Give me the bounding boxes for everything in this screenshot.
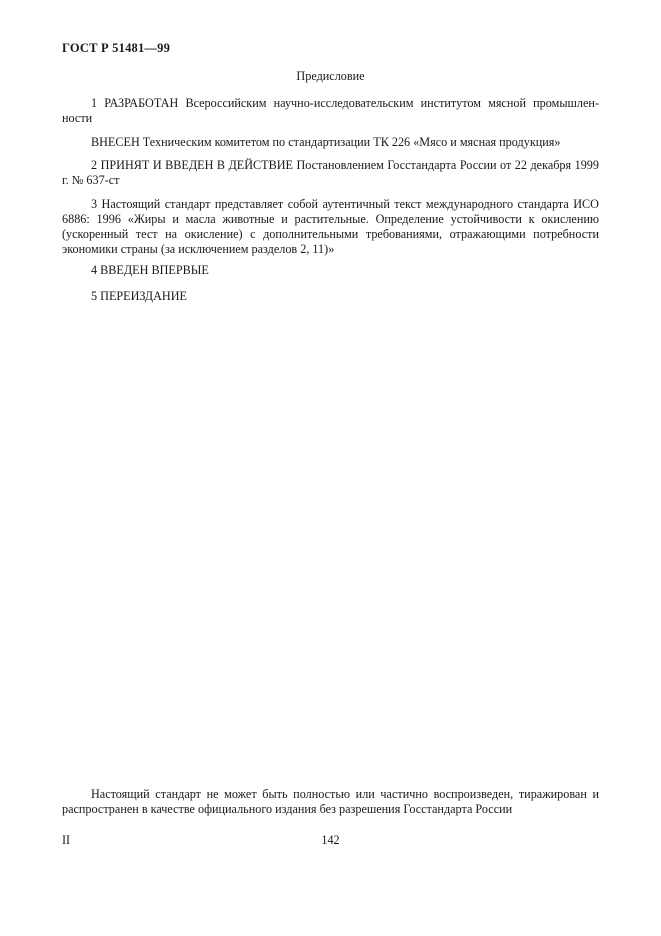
preface-paragraph-6: 5 ПЕРЕИЗДАНИЕ bbox=[91, 289, 187, 303]
preface-paragraph-2: ВНЕСЕН Техническим комитетом по стандартизации ТК 226 «Мясо и мясная продукция» bbox=[91, 135, 561, 149]
preface-paragraph-1: 1 РАЗРАБОТАН Всероссийским научно-исследовательским институтом мясной промышленности bbox=[62, 96, 599, 125]
page-number: 142 bbox=[321, 833, 340, 847]
document-code: ГОСТ Р 51481—99 bbox=[62, 41, 171, 55]
roman-page-number: II bbox=[62, 833, 71, 847]
preface-paragraph-3: 2 ПРИНЯТ И ВВЕДЕН В ДЕЙСТВИЕ Постановлением Госстандарта России от 22 декабря 1999 г. № 637-ст bbox=[62, 158, 599, 187]
preface-paragraph-5: 4 ВВЕДЕН ВПЕРВЫЕ bbox=[91, 263, 209, 277]
copyright-notice: Настоящий стандарт не может быть полностью или частично воспроизведен, тиражирован и распространен в качестве официального издания без разрешения Госстандарта России bbox=[62, 787, 599, 816]
preface-title: Предисловие bbox=[296, 69, 365, 83]
preface-paragraph-4: 3 Настоящий стандарт представляет собой аутентичный текст международного стандарта ИСО 6886: 1996 «Жиры и масла животные и растительные. Определение устойчивости к окислению (ускоренный тест на окисление) с дополнительными требованиями, отражающими потребности экономики страны (за исключением разделов 2, 11)» bbox=[62, 197, 599, 256]
